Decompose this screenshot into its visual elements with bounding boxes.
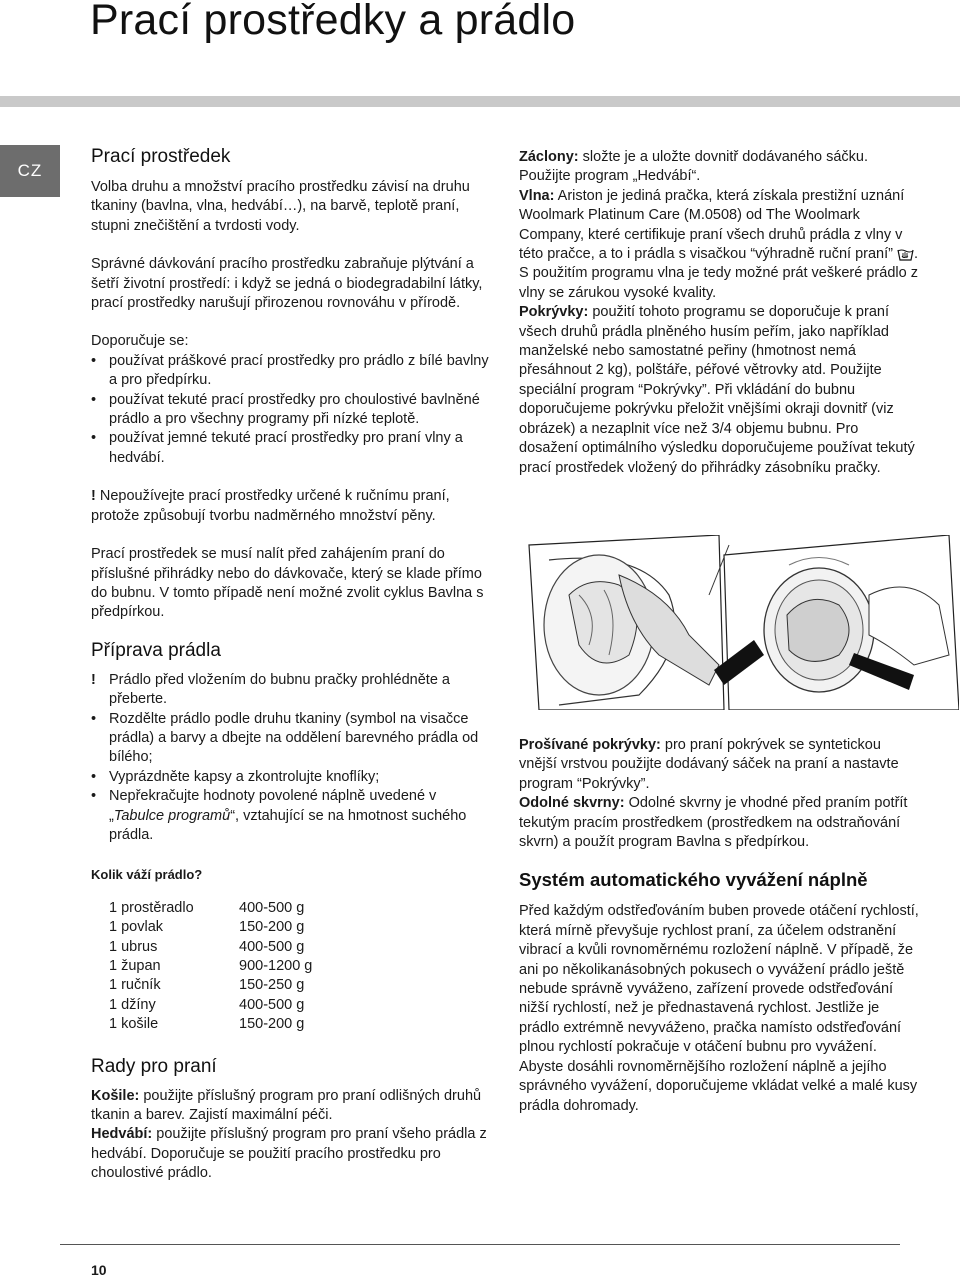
table-cell: 400-500 g [239, 899, 305, 916]
title-bar [0, 96, 960, 107]
table-cell: 1 košile [109, 1016, 159, 1033]
list-item: ! Prádlo před vložením do bubnu pračky prohlédněte a přeberte. [91, 671, 491, 710]
footer-rule [60, 1244, 900, 1245]
table-cell: 400-500 g [239, 996, 305, 1013]
table-cell: 1 džíny [109, 996, 156, 1013]
list-item: • používat práškové prací prostředky pro prádlo z bílé bavlny a pro předpírku. [91, 352, 491, 391]
hand-wash-icon [897, 247, 914, 262]
list-item: • Rozdělte prádlo podle druhu tkaniny (symbol na visačce prádla) a barvy a dbejte na oddělení barevného prádla od bílého; [91, 710, 491, 768]
warning-text: Nepoužívejte prací prostředky určené k ručnímu praní, protože způsobují tvorbu nadměrného množství pěny. [91, 488, 450, 524]
table-cell: 150-200 g [239, 919, 305, 936]
right-column-lower [519, 736, 919, 1116]
paragraph-dosing: Správné dávkování pracího prostředku zabraňuje plýtvání a šetří životní prostředí: i když se jedná o biodegradabilní látky, prací prostředky narušují přirozenou rovnováhu v přírodě. [91, 256, 483, 312]
right-column [519, 148, 919, 478]
list-item: • Nepřekračujte hodnoty povolené náplně uvedené v „Tabulce programů“, vztahující se na hmotnost suchého prádla. [91, 787, 491, 845]
paragraph-balance: Před každým odstřeďováním buben provede otáčení rychlostí, která mírně převyšuje rychlost praní, za účelem odstranění vibrací a kvůli rovnoměrnému rozložení náplně. V případě, že ani po několikanásobných pokusech o vyvážení prádlo ještě nebude správně vyváženo, zařízení provede odstřeďování nižší rychlostí, než je přednastavená rychlost. Jestliže je prádlo extrémně nevyváženo, pračka namísto odstřeďování plnou rychlostí pokračuje v otáčení bubnu pro vyvážení. [519, 903, 919, 1056]
list-item: • Vyprázdněte kapsy a zkontrolujte knoflíky; [91, 768, 491, 787]
table-cell: 1 ubrus [109, 938, 158, 955]
recommend-list [91, 352, 491, 468]
washer-left-illustration [529, 535, 729, 710]
preparation-list [91, 671, 491, 846]
language-tab: CZ [0, 145, 60, 197]
left-column [91, 145, 491, 1184]
tip-curtains: Záclony: složte je a uložte dovnitř dodávaného sáčku. Použijte program „Hedvábí“. [519, 149, 869, 185]
table-cell: 400-500 g [239, 938, 305, 955]
table-cell: 1 povlak [109, 919, 164, 936]
duvet-loading-illustration [519, 535, 959, 710]
warning-note [91, 487, 491, 526]
weights-title: Kolik váží prádlo? [91, 867, 203, 883]
tip-duvets: Pokrývky: použití tohoto programu se doporučuje k praní všech druhů prádla plněného husím peřím, jako například manželské nebo samostatné peřiny (hmotnost nemá přesáhnout 2 kg), polštáře, péřové větrovky atd. Použijte speciální program “Pokrývky”. Při vkládání do bubnu doporučujeme pokrývku přeložit vnějšími okraji dovnitř (viz obrázek) a nezaplnit více než 3/4 objemu bubnu. Pro dosažení optimálního výsledku doporučujeme používat tekutý prací prostředek vložený do přihrádky zásobníku pračky. [519, 304, 915, 476]
paragraph-pour-detergent: Prací prostředek se musí nalít před zahájením praní do příslušné přihrádky nebo do dávkovače, který se klade přímo do bubnu. V tomto případě není možné zvolit cyklus Bavlna s předpírkou. [91, 546, 484, 621]
section-title-washing-tips: Rady pro praní [91, 1055, 217, 1077]
paragraph-balance-advice: Abyste dosáhli rovnoměrnějšího rozložení náplně a jejího správného vyvážení, doporučujeme vkládat velké a malé kusy prádla dohromady. [519, 1058, 918, 1114]
tip-quilted-duvets: Prošívané pokrývky: pro praní pokrývek se syntetickou vnější vrstvou použijte dodávaný sáček na praní a nastavte program “Pokrývky”. [519, 737, 899, 792]
table-cell: 900-1200 g [239, 958, 313, 974]
table-cell: 150-250 g [239, 977, 305, 994]
weights-table [109, 899, 491, 1035]
section-title-balance-system: Systém automatického vyvážení náplně [519, 869, 868, 891]
table-cell: 1 ručník [109, 977, 161, 994]
tip-silk: Hedvábí: použijte příslušný program pro praní všeho prádla z hedvábí. Doporučuje se použití pracího prostředku pro choulostivé prádlo. [91, 1126, 487, 1182]
warning-icon: ! [91, 488, 96, 505]
tip-wool: Vlna: Ariston je jediná pračka, která získala prestižní uznání Woolmark Platinum Care (M.0508) od The Woolmark Company, které certifikuje praní všech druhů prádla z vlny v této pračce, a to i prádla s visačkou “výhradně ruční praní” . [519, 187, 919, 263]
page-title: Prací prostředky a prádlo [90, 0, 576, 44]
section-title-detergent: Prací prostředek [91, 146, 231, 167]
tip-wool-quality: S použitím programu vlna je tedy možné prát veškeré prádlo z vlny se zárukou vysoké kvality. [519, 265, 918, 301]
washer-right-illustration [714, 535, 959, 710]
section-title-preparation: Příprava prádla [91, 639, 221, 661]
table-cell: 150-200 g [239, 1016, 305, 1033]
table-cell: 1 prostěradlo [109, 899, 194, 916]
table-cell: 1 župan [109, 958, 161, 974]
page-number: 10 [91, 1262, 107, 1277]
list-item: • používat tekuté prací prostředky pro choulostivé bavlněné prádlo a pro všechny programy při nízké teplotě. [91, 391, 491, 430]
recommend-intro: Doporučuje se: [91, 333, 189, 350]
tip-shirts: Košile: použijte příslušný program pro praní odlišných druhů tkanin a barev. Zajistí maximální péči. [91, 1087, 482, 1124]
tip-stubborn-stains: Odolné skvrny: Odolné skvrny je vhodné před praním potřít tekutým pracím prostředkem (prostředkem na odstraňování skvrn) a použít program Bavlna s předpírkou. [519, 795, 908, 851]
list-item: • používat jemné tekuté prací prostředky pro praní vlny a hedvábí. [91, 429, 491, 468]
paragraph-detergent-choice: Volba druhu a množství pracího prostředku závisí na druhu tkaniny (bavlna, vlna, hedvábí…), na barvě, teplotě praní, stupni znečištění a tvrdosti vody. [91, 179, 470, 234]
